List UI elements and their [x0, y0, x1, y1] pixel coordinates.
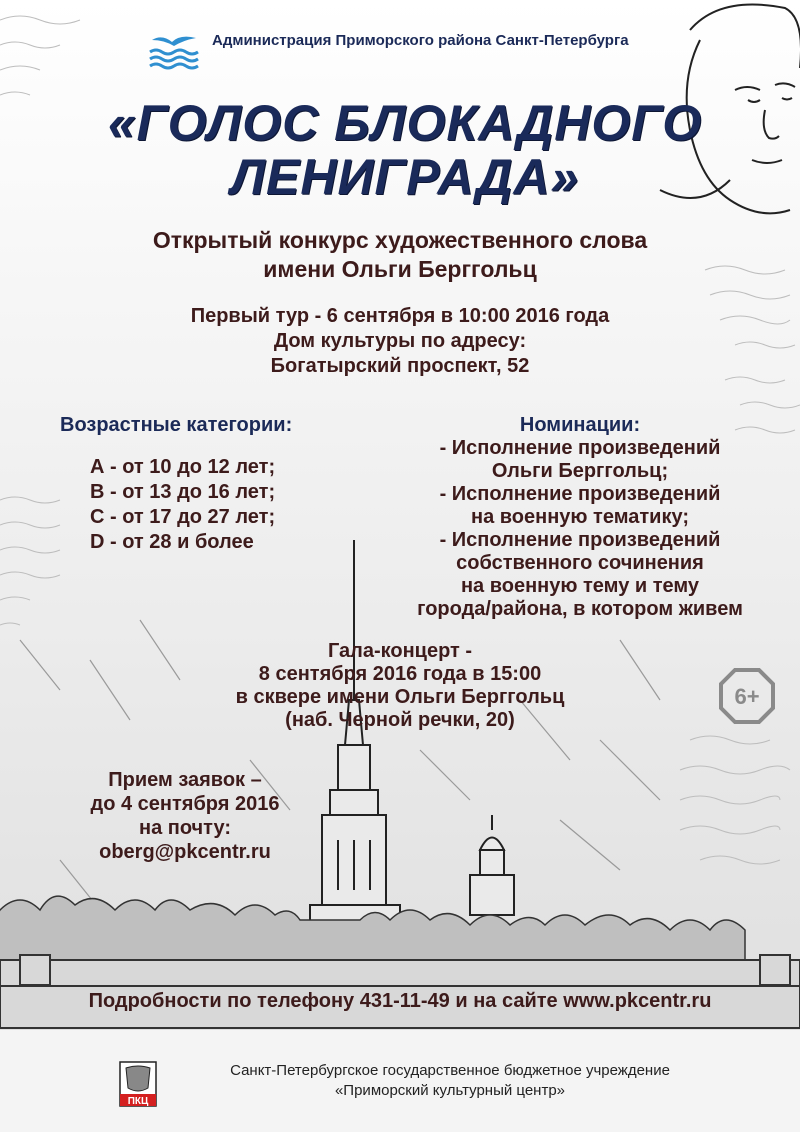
nomination-line: Ольги Берггольц; [491, 460, 669, 482]
nominations-block [360, 414, 800, 621]
gala-title: Гала-концерт - [327, 640, 473, 662]
applications-title: Прием заявок – [108, 769, 262, 791]
nominations-title: Номинации: [519, 414, 641, 436]
organizer-info [170, 1061, 730, 1101]
organizer-line1: Санкт-Петербургское государственное бюджетное учреждение [230, 1062, 670, 1079]
poster-title [60, 96, 750, 204]
gala-address: (наб. Черной речки, 20) [285, 709, 515, 731]
contest-subtitle [40, 226, 760, 284]
age-category-item: С - от 17 до 27 лет; [90, 506, 276, 528]
applications-email-link[interactable]: oberg@pkcentr.ru [99, 841, 271, 863]
gala-date: 8 сентября 2016 года в 15:00 [258, 663, 542, 685]
age-category-item: D - от 28 и более [90, 531, 254, 553]
age-category-item: В - от 13 до 16 лет; [90, 481, 276, 503]
pkc-logo-text: ПКЦ [127, 1096, 149, 1107]
poster-title-line2: ЛЕНИГРАДА» [230, 149, 580, 205]
subtitle-line2: имени Ольги Берггольц [263, 256, 537, 282]
nomination-line: на военную тему и тему [460, 575, 700, 597]
nomination-line: - Исполнение произведений [439, 437, 721, 459]
subtitle-line1: Открытый конкурс художественного слова [152, 227, 648, 253]
pkc-logo-icon [118, 1060, 158, 1108]
first-round-address: Богатырский проспект, 52 [270, 355, 530, 377]
first-round-date: Первый тур - 6 сентября в 10:00 2016 года [190, 305, 610, 327]
nomination-line: города/района, в котором живем [417, 598, 743, 620]
first-round-info [40, 304, 760, 379]
nomination-line: собственного сочинения [456, 552, 704, 574]
contact-info: Подробности по телефону 431-11-49 и на сайте www.pkcentr.ru [88, 990, 712, 1012]
waves-bird-logo-icon [148, 34, 200, 72]
organizer-line2: «Приморский культурный центр» [334, 1082, 566, 1099]
age-categories-title: Возрастные категории: [60, 414, 293, 436]
first-round-venue: Дом культуры по адресу: [273, 330, 527, 352]
nomination-line: - Исполнение произведений [439, 529, 721, 551]
age-category-item: А - от 10 до 12 лет; [90, 456, 276, 478]
nomination-line: - Исполнение произведений [439, 483, 721, 505]
applications-info [40, 768, 330, 864]
applications-deadline: до 4 сентября 2016 [90, 793, 280, 815]
age-rating-badge [719, 668, 775, 724]
nomination-line: на военную тематику; [471, 506, 689, 528]
applications-by-email: на почту: [139, 817, 231, 839]
poster-title-line1: «ГОЛОС БЛОКАДНОГО [107, 95, 703, 151]
age-categories-list [90, 455, 275, 555]
gala-place: в сквере имени Ольги Берггольц [235, 686, 565, 708]
age-rating-label: 6+ [734, 684, 760, 709]
administration-name: Администрация Приморского района Санкт-Петербурга [212, 32, 629, 49]
gala-concert-info [180, 640, 620, 732]
